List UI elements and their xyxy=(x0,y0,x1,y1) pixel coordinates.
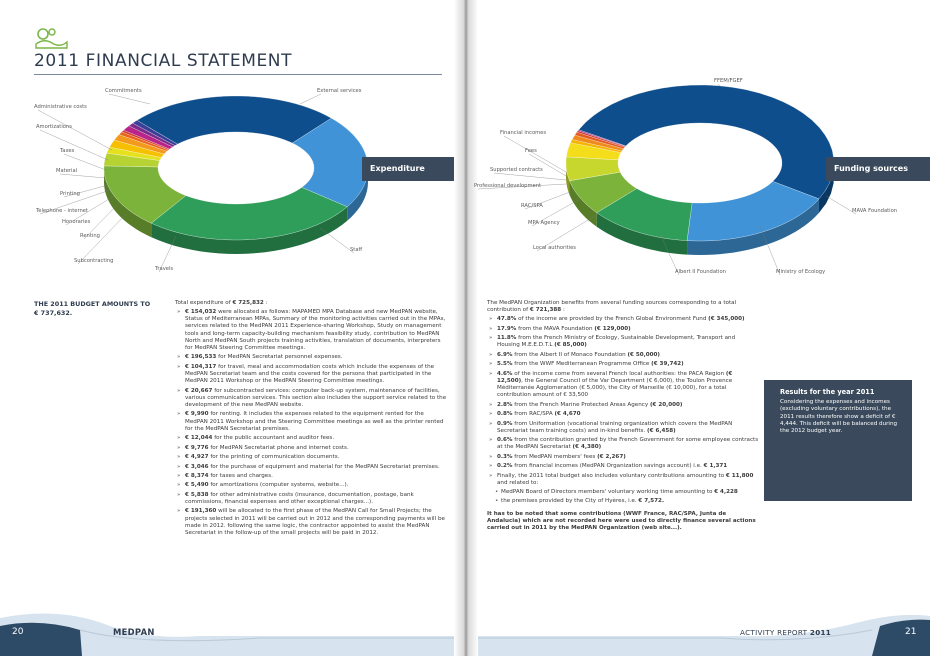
callout-leader xyxy=(300,94,321,104)
expenditure-item: » € 191,360 will be allocated to the first phase of the MedPAN Call for Small Projects; the projects selected in 2011 will be carried out in 2012 and the corresponding payments will be made in 2012. following the same logic, the contractor appointed to assist the MedPAN Secretariat in the follow-up of the small projects will be paid in 2012. xyxy=(175,508,447,537)
budget-summary-note: THE 2011 BUDGET AMOUNTS TO € 737,632. xyxy=(34,300,151,317)
callout-label: Fees xyxy=(525,148,537,154)
funding-item: » 47.8% of the income are provided by the French Global Environment Fund (€ 345,000) xyxy=(487,316,759,323)
callout-leader xyxy=(109,94,150,104)
funding-item: » 0.6% from the contribution granted by the French Government for some employee contracts at the MedPAN Secretariat (€ 4,380) xyxy=(487,437,759,451)
funding-sub-item: • the premises provided by the City of Hyères, i.e. € 7,572. xyxy=(487,498,759,505)
funding-chart-label: Funding sources xyxy=(826,157,930,181)
callout-leader xyxy=(320,228,354,253)
funding-item: » 11.8% from the French Ministry of Ecology, Sustainable Development, Transport and Housing M.E.E.D.T.L (€ 85,000) xyxy=(487,335,759,349)
callout-label: MAVA Foundation xyxy=(852,208,898,214)
callout-label: Albert II Foundation xyxy=(675,269,726,275)
callout-label: External services xyxy=(317,88,362,94)
expenditure-item: » € 154,032 were allocated as follows: MAPAMED MPA Database and new MedPAN website, Status of Mediterranean MPAs, Summary of the monitoring activities carried out in the MPAs, services related to the MedPAN 2011 Experience-sharing Workshop, Study on management tools and long-term capacity-building mechanism feasibility study, contribution to MedPAN North and MedPAN South projects training activities, translation of documents, interpreters for MedPAN Steering Committee meetings. xyxy=(175,309,447,352)
funding-item: » 0.2% from financial incomes (MedPAN Organization savings account) i.e. € 1,371 xyxy=(487,463,759,470)
expenditure-item: » € 5,490 for amortizations (computer systems, website...). xyxy=(175,482,447,489)
funding-text-column xyxy=(487,300,759,532)
expenditure-item: » € 104,317 for travel, meal and accommodation costs which include the expenses of the MedPAN Secretariat team and the costs covered for the persons that participated in the MedPAN 2011 Workshop or the MedPAN Steering Committee meetings. xyxy=(175,364,447,385)
funding-item: » 6.9% from the Albert II of Monaco Foundation (€ 50,000) xyxy=(487,352,759,359)
callout-label: Renting xyxy=(80,233,100,239)
results-body: Considering the expenses and incomes (excluding voluntary contributions), the 2011 results therefore show a deficit of € 4,444. This deficit will be balanced during the 2012 budget year. xyxy=(780,399,898,435)
funding-hole xyxy=(618,123,782,203)
callout-label: MPA Agency xyxy=(528,220,560,226)
donut-charts xyxy=(0,0,930,300)
results-title: Results for the year 2011 xyxy=(780,388,875,396)
callout-label: Supported contracts xyxy=(490,167,543,173)
callout-label: FFEM/FGEF xyxy=(714,78,743,84)
callout-label: Commitments xyxy=(105,88,142,94)
expenditure-item: » € 20,667 for subcontracted services: computer back-up system, maintenance of facilities, various communication services. This section also includes the support service related to the development of the new MedPAN website. xyxy=(175,388,447,409)
closing-note: It has to be noted that some contributions (WWF France, RAC/SPA, Junta de Andalucia) which are not recorded here were used to directly finance several actions carried out in 2011 by the MedPAN Organization (web site...). xyxy=(487,511,756,532)
expenditure-item: » € 5,838 for other administrative costs (insurance, documentation, postage, bank commissions, financial expenses and other exceptional charges...). xyxy=(175,492,447,506)
left-page-number: 20 xyxy=(12,627,24,637)
funding-donut-chart xyxy=(566,85,834,255)
expenditure-item: » € 8,374 for taxes and charges. xyxy=(175,473,447,480)
funding-item: » 5.5% from the WWF Mediterranean Programme Office (€ 39,742) xyxy=(487,361,759,368)
callout-label: Staff xyxy=(350,247,363,253)
expenditure-item: » € 196,533 for MedPAN Secretariat personnel expenses. xyxy=(175,354,447,361)
expenditure-chart-label: Expenditure xyxy=(362,157,454,181)
callout-label: RAC/SPA xyxy=(521,203,543,209)
callout-label: Administrative costs xyxy=(34,104,87,110)
expenditure-item: » € 9,990 for renting. It includes the expenses related to the equipment rented for the MedPAN 2011 Workshop and the Steering Committee meetings as well as the printer rented for the MedPAN Secretariat premises. xyxy=(175,411,447,432)
callout-label: Amortizations xyxy=(36,124,72,130)
callout-label: Taxes xyxy=(60,148,75,154)
footer-brand: MEDPAN xyxy=(113,627,155,637)
expenditure-list xyxy=(175,309,447,537)
callout-label: Subcontracting xyxy=(74,258,114,264)
callout-label: Telephone - internet xyxy=(36,208,89,214)
callout-label: Printing xyxy=(60,191,80,197)
page-title: 2011 FINANCIAL STATEMENT xyxy=(34,51,293,71)
callout-label: Financial incomes xyxy=(500,130,547,136)
funding-sub-item: • MedPAN Board of Directors members' voluntary working time amounting to € 4,228 xyxy=(487,489,759,496)
callout-label: Ministry of Ecology xyxy=(776,269,826,275)
expenditure-donut-chart xyxy=(104,96,368,254)
results-box xyxy=(764,380,912,501)
callout-leader xyxy=(38,110,112,150)
expenditure-item: » € 9,776 for MedPAN Secretariat phone and internet costs. xyxy=(175,445,447,452)
funding-item: » Finally, the 2011 total budget also includes voluntary contributions amounting to € 11,800 and related to: xyxy=(487,473,759,487)
expenditure-item: » € 3,046 for the purchase of equipment and material for the MedPAN Secretariat premises. xyxy=(175,464,447,471)
callout-leader xyxy=(494,173,566,180)
funding-item: » 0.8% from RAC/SPA (€ 4,670 xyxy=(487,411,759,418)
expenditure-text-column xyxy=(175,300,447,539)
funding-item: » 4.6% of the income come from several French local authorities: the PACA Region (€ 12,500), the General Council of the Var Department (€ 6,000), the Toulon Provence Méditerranée Agglomeration (€ 5,000), the City of Marseille (€ 10,000), for a total contribution amount of € 33,500 xyxy=(487,371,759,400)
callout-label: Travels xyxy=(155,266,174,272)
callout-leader xyxy=(60,174,106,178)
funding-item: » 2.8% from the French Marine Protected Areas Agency (€ 20,000) xyxy=(487,402,759,409)
right-page-number: 21 xyxy=(905,627,917,637)
callout-label: Local authorities xyxy=(533,245,576,251)
callout-label: Professional development xyxy=(474,183,542,189)
expenditure-item: » € 12,044 for the public accountant and auditor fees. xyxy=(175,435,447,442)
funding-item: » 0.9% from Uniformation (vocational training organization which covers the MedPAN Secretariat team training costs) and in-kind benefits. (€ 6,458) xyxy=(487,421,759,435)
expenditure-intro: Total expenditure of € 725,832 : xyxy=(175,300,268,306)
callout-label: Material xyxy=(56,168,78,174)
funding-list xyxy=(487,316,759,505)
expenditure-item: » € 4,927 for the printing of communication documents. xyxy=(175,454,447,461)
funding-item: » 0.3% from MedPAN members' fees (€ 2,267) xyxy=(487,454,759,461)
callout-label: Honoraries xyxy=(62,219,91,225)
expenditure-hole xyxy=(158,132,314,204)
callout-leader xyxy=(40,130,108,160)
funding-intro: The MedPAN Organization benefits from several funding sources corresponding to a total contribution of € 721,388 : xyxy=(487,300,737,314)
funding-item: » 17.9% from the MAVA Foundation (€ 129,000) xyxy=(487,326,759,333)
footer-report: ACTIVITY REPORT 2011 xyxy=(740,628,832,637)
